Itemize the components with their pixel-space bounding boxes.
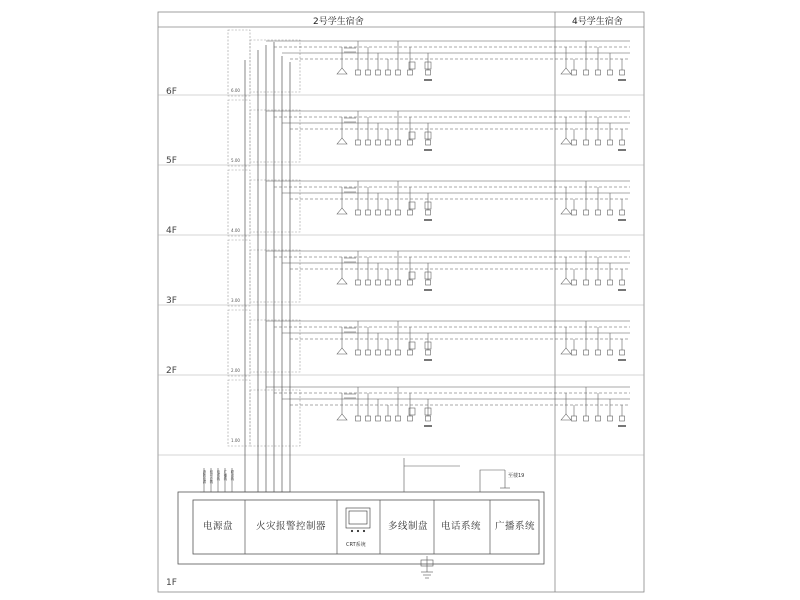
crt-system-label: CRT系统 xyxy=(346,542,366,548)
speaker-symbol xyxy=(561,138,571,144)
device-symbol xyxy=(376,70,381,75)
device-symbol xyxy=(584,416,589,421)
floor-label-6f: 6F xyxy=(166,87,177,97)
elev-2f: 2.00 xyxy=(231,368,240,373)
device-symbol xyxy=(584,140,589,145)
device-symbol xyxy=(408,350,413,355)
device-symbol xyxy=(584,350,589,355)
speaker-symbol xyxy=(337,208,347,214)
device-symbol xyxy=(426,280,431,285)
device-symbol xyxy=(608,210,613,215)
device-symbol xyxy=(386,280,391,285)
device-symbol xyxy=(620,350,625,355)
device-symbol xyxy=(386,350,391,355)
device-symbol xyxy=(396,350,401,355)
device-symbol xyxy=(366,70,371,75)
riser-label-0: 消防电源 xyxy=(202,470,206,484)
device-symbol xyxy=(620,280,625,285)
device-symbol xyxy=(386,70,391,75)
elev-4f: 4.00 xyxy=(231,228,240,233)
device-symbol xyxy=(596,280,601,285)
phone-system-label: 电话系统 xyxy=(441,521,482,532)
device-symbol xyxy=(584,70,589,75)
floor-label-4f: 4F xyxy=(166,226,177,236)
speaker-symbol xyxy=(561,208,571,214)
device-symbol xyxy=(376,210,381,215)
device-symbol xyxy=(572,280,577,285)
device-symbol xyxy=(426,350,431,355)
device-symbol xyxy=(376,280,381,285)
power-panel-label: 电源盘 xyxy=(203,521,234,532)
header-right-title: 4号学生宿舍 xyxy=(572,17,623,27)
device-symbol xyxy=(396,140,401,145)
device-symbol xyxy=(376,416,381,421)
broadcast-system-label: 广播系统 xyxy=(495,521,536,532)
floor-label-2f: 2F xyxy=(166,366,177,376)
elev-5f: 5.00 xyxy=(231,158,240,163)
device-symbol xyxy=(572,140,577,145)
riser-label-4: 联动线 xyxy=(230,470,234,481)
device-symbol xyxy=(584,210,589,215)
riser-label-3: 广播线 xyxy=(223,470,227,481)
floor-wiring-group xyxy=(266,111,630,150)
branch-label: 至楼19 xyxy=(508,473,525,479)
crt-monitor-icon xyxy=(346,508,370,532)
device-symbol xyxy=(426,70,431,75)
device-symbol xyxy=(356,350,361,355)
device-symbol xyxy=(366,280,371,285)
elev-1f: 1.00 xyxy=(231,438,240,443)
speaker-symbol xyxy=(561,414,571,420)
device-symbol xyxy=(572,350,577,355)
device-symbol xyxy=(608,140,613,145)
device-symbol xyxy=(376,140,381,145)
device-symbol xyxy=(386,210,391,215)
device-symbol xyxy=(596,210,601,215)
device-symbol xyxy=(620,210,625,215)
device-symbol xyxy=(608,350,613,355)
device-symbol xyxy=(356,416,361,421)
device-symbol xyxy=(386,416,391,421)
speaker-symbol xyxy=(337,278,347,284)
speaker-symbol xyxy=(561,348,571,354)
device-symbol xyxy=(366,140,371,145)
device-symbol xyxy=(572,70,577,75)
device-symbol xyxy=(356,70,361,75)
device-symbol xyxy=(426,140,431,145)
device-symbol xyxy=(408,140,413,145)
floor-wiring-group xyxy=(266,321,630,360)
device-symbol xyxy=(366,210,371,215)
elev-3f: 3.00 xyxy=(231,298,240,303)
device-symbol xyxy=(386,140,391,145)
speaker-symbol xyxy=(337,414,347,420)
device-symbol xyxy=(356,280,361,285)
vertical-risers xyxy=(245,42,290,492)
device-symbol xyxy=(376,350,381,355)
elev-6f: 6.00 xyxy=(231,88,240,93)
riser-label-1: 信号总线 xyxy=(209,470,213,484)
device-symbol xyxy=(596,70,601,75)
speaker-symbol xyxy=(337,348,347,354)
device-symbol xyxy=(608,280,613,285)
device-symbol xyxy=(396,70,401,75)
speaker-symbol xyxy=(337,138,347,144)
floor-wiring-group xyxy=(266,387,630,426)
device-symbol xyxy=(596,140,601,145)
ground-icon xyxy=(421,556,433,578)
floor-wiring-group xyxy=(266,41,630,80)
device-symbol xyxy=(408,280,413,285)
speaker-symbol xyxy=(561,278,571,284)
device-symbol xyxy=(426,210,431,215)
header-left-title: 2号学生宿舍 xyxy=(313,17,364,27)
device-symbol xyxy=(426,416,431,421)
device-symbol xyxy=(366,350,371,355)
device-symbol xyxy=(584,280,589,285)
device-symbol xyxy=(356,210,361,215)
device-symbol xyxy=(396,416,401,421)
device-symbol xyxy=(408,416,413,421)
device-symbol xyxy=(596,350,601,355)
device-symbol xyxy=(608,70,613,75)
device-symbol xyxy=(396,280,401,285)
floor-wiring-group xyxy=(266,181,630,220)
fire-controller-label: 火灾报警控制器 xyxy=(256,521,327,532)
floor-label-3f: 3F xyxy=(166,296,177,306)
device-symbol xyxy=(408,70,413,75)
device-symbol xyxy=(356,140,361,145)
floor-label-1f: 1F xyxy=(166,578,177,588)
device-symbol xyxy=(408,210,413,215)
device-symbol xyxy=(620,140,625,145)
speaker-symbol xyxy=(561,68,571,74)
floor-wiring-group xyxy=(266,251,630,290)
multiline-panel-label: 多线制盘 xyxy=(388,521,429,532)
device-symbol xyxy=(596,416,601,421)
device-symbol xyxy=(620,70,625,75)
device-symbol xyxy=(572,210,577,215)
branch-line xyxy=(404,458,510,492)
riser-label-2: 电话线 xyxy=(216,470,220,481)
floor-label-5f: 5F xyxy=(166,156,177,166)
device-symbol xyxy=(572,416,577,421)
floor-separators xyxy=(158,95,644,455)
device-symbol xyxy=(366,416,371,421)
speaker-symbol xyxy=(337,68,347,74)
device-symbol xyxy=(608,416,613,421)
device-symbol xyxy=(396,210,401,215)
device-symbol xyxy=(620,416,625,421)
